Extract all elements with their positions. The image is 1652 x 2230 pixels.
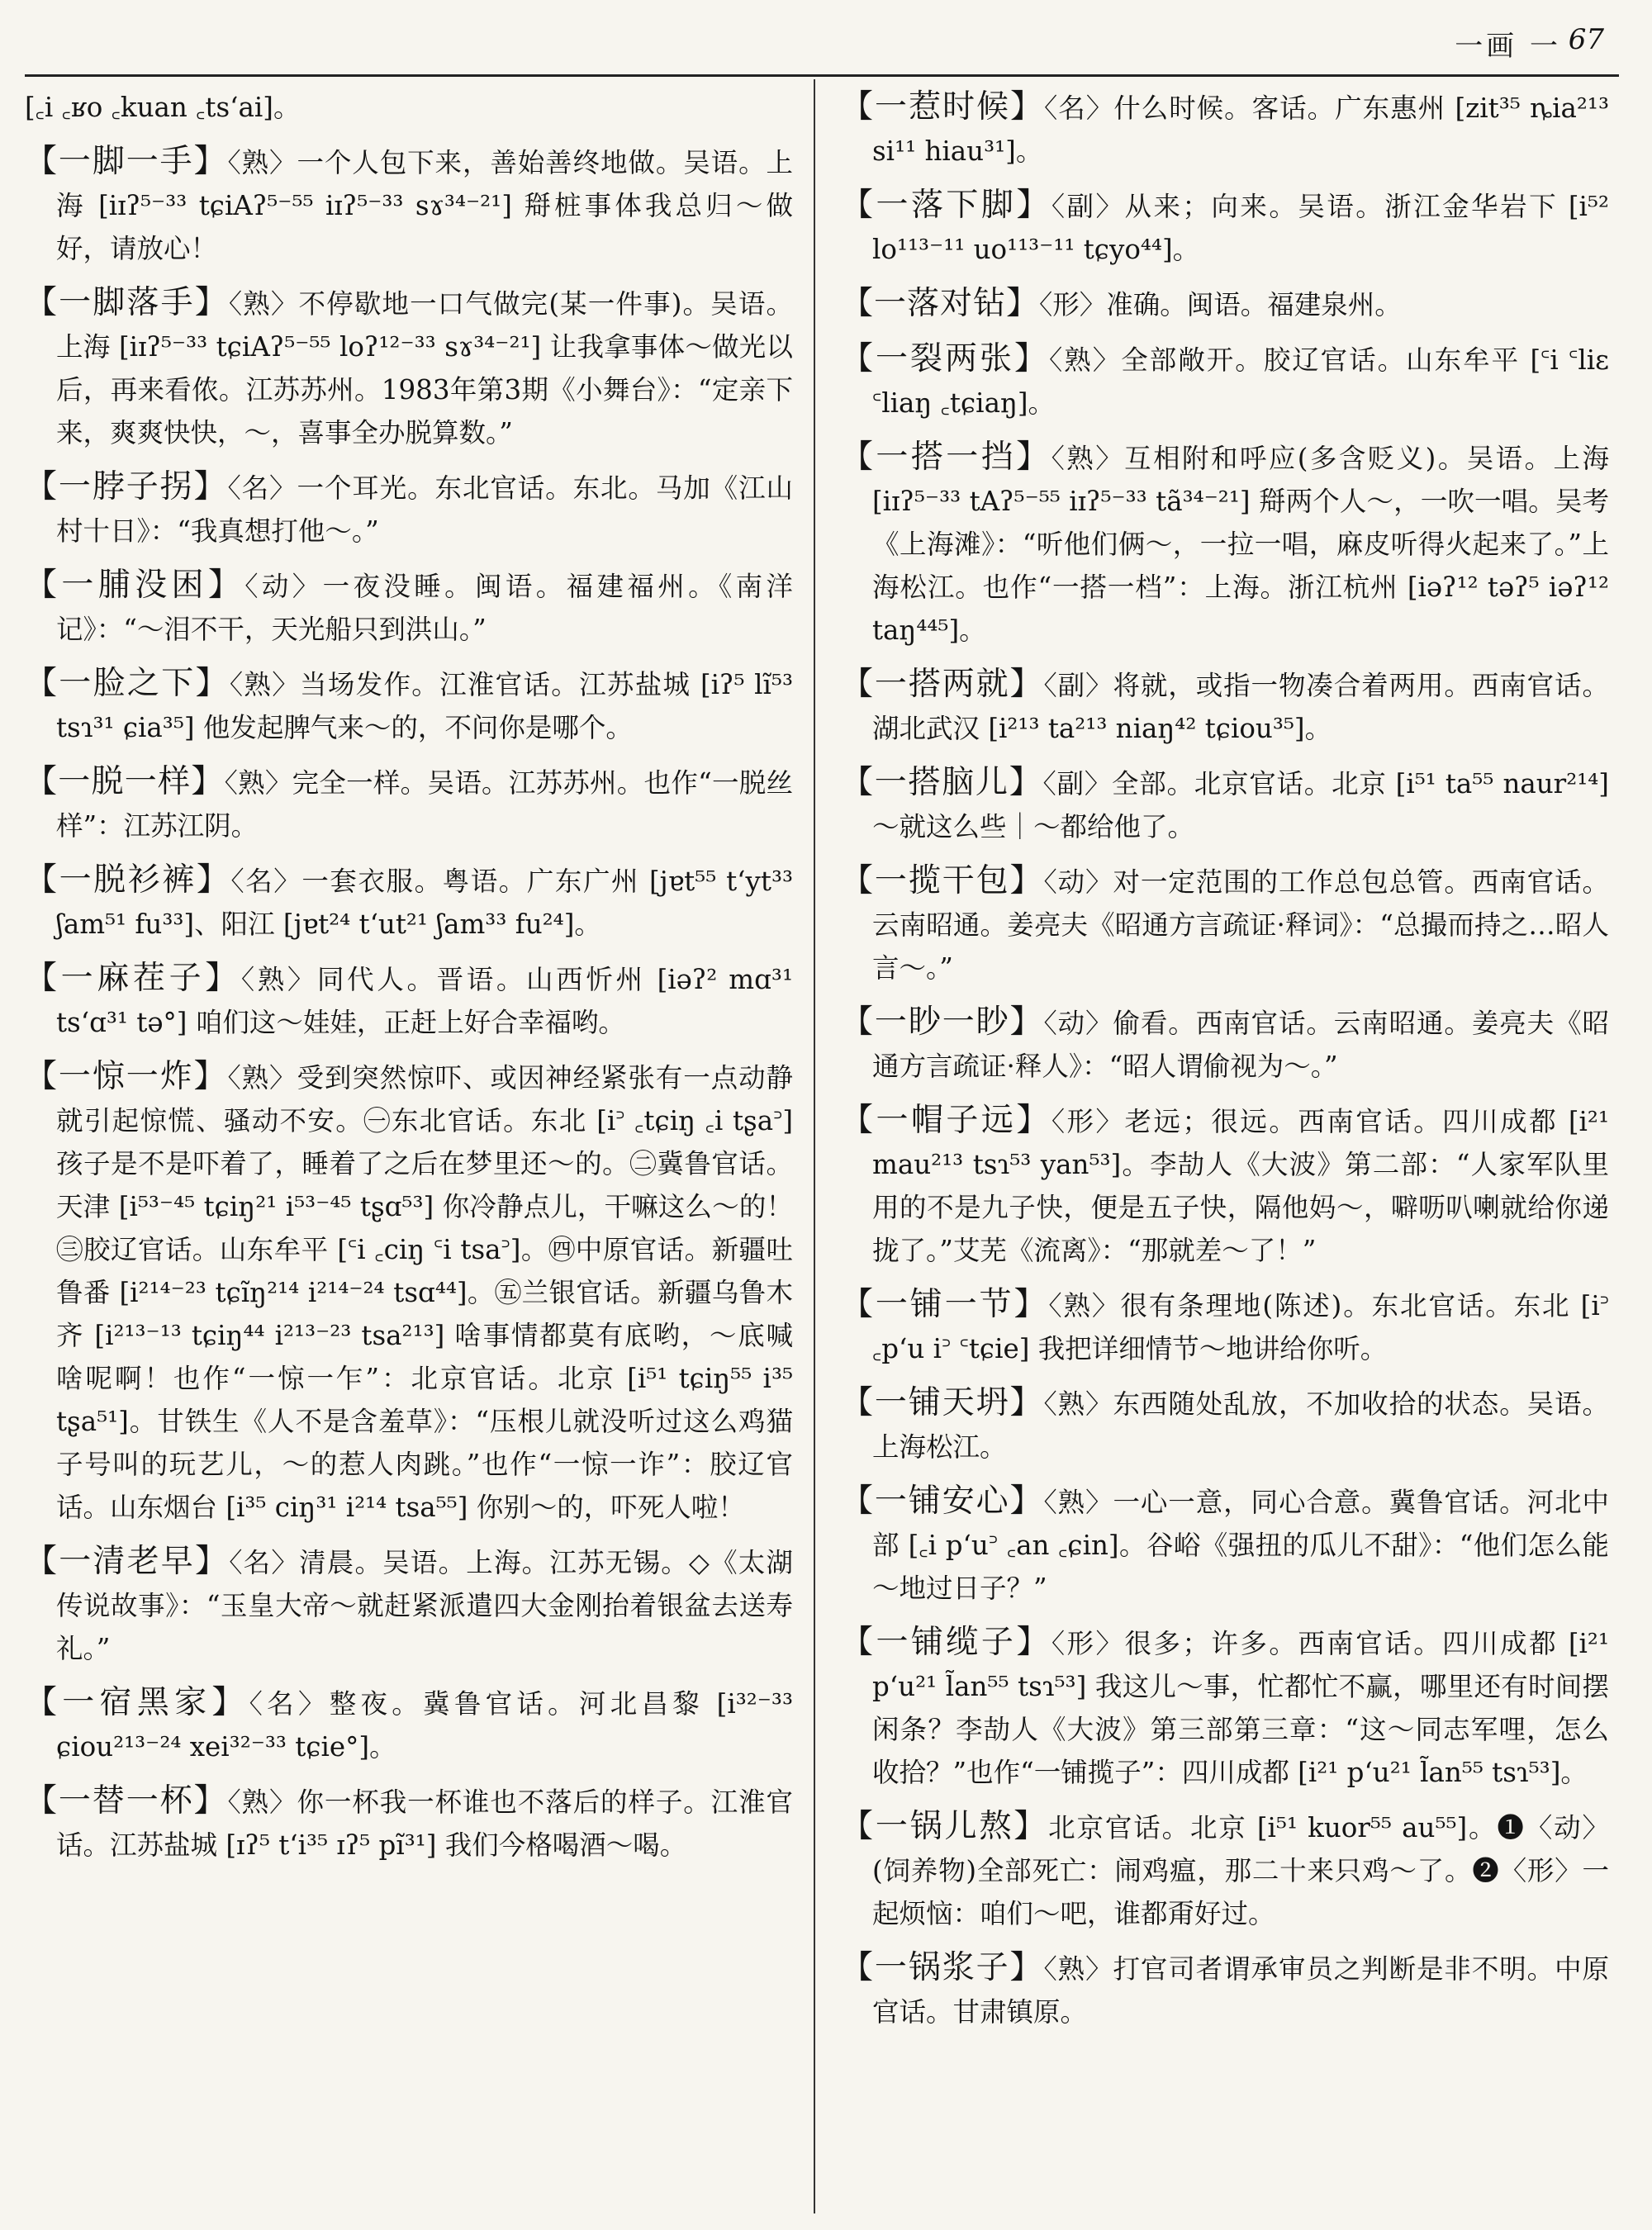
entry-headword: 【一麻茬子】: [25, 960, 241, 997]
entry-headword: 【一脯没困】: [25, 567, 245, 604]
entry-text: 〈动〉对一定范围的工作总包总管。西南官话。云南昭通。姜亮夫《昭通方言疏证·释词》：“总撮而持之…昭人言～。”: [872, 866, 1609, 984]
entry-continuation: [25, 86, 793, 129]
dictionary-entry: [25, 1780, 793, 1867]
entry-headword: 【一脱衫裤】: [25, 861, 231, 899]
entry-headword: 【一裂两张】: [841, 340, 1049, 377]
entry-headword: 【一锅浆子】: [841, 1949, 1044, 1986]
entry-text: 〈形〉准确。闽语。福建泉州。: [1039, 289, 1402, 320]
column-divider: [814, 79, 815, 2213]
entry-text: 〈形〉老远；很远。西南官话。四川成都 [i²¹ mau²¹³ tsɿ⁵³ yan⁵³]。李劼人《大波》第二部：“人家军队里用的不是九子快，便是五子快，隔他妈～，噼呖叭喇就给你递拢了。”艾芜《流离》：“那就差～了！”: [872, 1106, 1609, 1266]
entry-headword: 【一铺一节】: [841, 1286, 1049, 1323]
dictionary-entry: [841, 86, 1609, 173]
dictionary-entry: [25, 140, 793, 270]
dictionary-entry: [841, 1001, 1609, 1088]
right-column: [841, 86, 1609, 2215]
entry-text: 〈副〉从来；向来。吴语。浙江金华岩下 [i⁵² lo¹¹³⁻¹¹ uo¹¹³⁻¹¹ tɕyo⁴⁴]。: [872, 191, 1609, 265]
entry-text: 〈熟〉同代人。晋语。山西忻州 [iəʔ² mɑ³¹ ts‘ɑ³¹ tə°] 咱们这～娃娃，正赶上好合幸福哟。: [56, 964, 793, 1038]
dictionary-entry: [841, 282, 1609, 326]
entry-text: 〈动〉偷看。西南官话。云南昭通。姜亮夫《昭通方言疏证·释人》：“昭人谓偷视为～。”: [872, 1008, 1609, 1082]
entry-headword: 【一替一杯】: [25, 1782, 228, 1820]
entry-headword: 【一揽干包】: [841, 862, 1044, 899]
dictionary-entry: [25, 1056, 793, 1529]
dictionary-entry: [841, 1805, 1609, 1935]
entry-headword: 【一惊一炸】: [25, 1058, 228, 1095]
entry-text: 〈熟〉完全一样。吴语。江苏苏州。也作“一脱丝样”：江苏江阴。: [56, 767, 793, 842]
dictionary-entry: [841, 860, 1609, 989]
dictionary-entry: [25, 761, 793, 847]
page-number: 67: [1568, 23, 1604, 56]
entry-headword: 【一惹时候】: [841, 88, 1044, 126]
header-rule: [25, 74, 1619, 77]
dictionary-entry: [841, 436, 1609, 652]
dictionary-entry: [25, 1682, 793, 1768]
entry-headword: 【一眇一眇】: [841, 1004, 1044, 1041]
dictionary-entry: [841, 1099, 1609, 1272]
dictionary-entry: [841, 1621, 1609, 1794]
dictionary-entry: [841, 663, 1609, 750]
dictionary-entry: [841, 1382, 1609, 1468]
dictionary-entry: [841, 1947, 1609, 2033]
entry-text: 〈熟〉东西随处乱放，不加收拾的状态。吴语。上海松江。: [872, 1388, 1609, 1463]
dictionary-entry: [25, 466, 793, 553]
entry-text: 北京官话。北京 [i⁵¹ kuor⁵⁵ au⁵⁵]。❶〈动〉(饲养物)全部死亡：闹鸡瘟，那二十来只鸡～了。❷〈形〉一起烦恼：咱们～吧，谁都甭好过。: [872, 1812, 1609, 1929]
entry-text: [꜀i ꜀ʁo ꜀kuan ꜀ts‘ai]。: [25, 92, 301, 123]
entry-text: 〈名〉整夜。冀鲁官话。河北昌黎 [i³²⁻³³ ɕiou²¹³⁻²⁴ xei³²⁻³³ tɕie°]。: [56, 1688, 793, 1763]
entry-text: 〈熟〉你一杯我一杯谁也不落后的样子。江淮官话。江苏盐城 [ɪʔ⁵ t‘i³⁵ ɪʔ⁵ pĩ³¹] 我们今格喝酒～喝。: [56, 1786, 793, 1861]
entry-text: 〈副〉将就，或指一物凑合着两用。西南官话。湖北武汉 [i²¹³ ta²¹³ niaŋ⁴² tɕiou³⁵]。: [872, 670, 1609, 744]
entry-headword: 【一帽子远】: [841, 1102, 1051, 1139]
entry-headword: 【一搭脑儿】: [841, 764, 1043, 801]
entry-headword: 【一铺天坍】: [841, 1384, 1044, 1421]
entry-headword: 【一搭两就】: [841, 666, 1044, 703]
entry-text: 〈熟〉互相附和呼应(多含贬义)。吴语。上海 [iɪʔ⁵⁻³³ tAʔ⁵⁻⁵⁵ iɪʔ⁵⁻³³ tã³⁴⁻²¹] 搿两个人～，一吹一唱。吴考《上海滩》：“听他们俩～，一拉一唱，麻皮听得火起来了。”上海松江。也作“一搭一档”：上海。浙江杭州 [iəʔ¹² təʔ⁵ iəʔ¹² taŋ⁴⁴⁵]。: [872, 443, 1609, 646]
entry-text: 〈副〉全部。北京官话。北京 [i⁵¹ ta⁵⁵ naur²¹⁴]～就这么些｜～都给他了。: [872, 768, 1609, 842]
dictionary-entry: [25, 1540, 793, 1670]
entry-text: 〈熟〉打官司者谓承审员之判断是非不明。中原官话。甘肃镇原。: [872, 1953, 1609, 2028]
entry-text: 〈名〉一个耳光。东北官话。东北。马加《江山村十日》：“我真想打他～。”: [56, 472, 793, 547]
dictionary-entry: [25, 859, 793, 946]
entry-text: 〈名〉清晨。吴语。上海。江苏无锡。◇《太湖传说故事》：“玉皇大帝～就赶紧派遣四大金刚抬着银盆去送寿礼。”: [56, 1547, 793, 1664]
entry-headword: 【一落下脚】: [841, 187, 1051, 224]
entry-headword: 【一脖子拐】: [25, 468, 228, 505]
entry-headword: 【一锅儿熬】: [841, 1808, 1049, 1845]
entry-headword: 【一脸之下】: [25, 665, 230, 702]
entry-text: 〈名〉一套衣服。粤语。广东广州 [jɐt⁵⁵ t‘yt³³ ʃam⁵¹ fu³³]、阳江 [jɐt²⁴ t‘ut²¹ ʃam³³ fu²⁴]。: [56, 866, 793, 940]
entry-text: 〈熟〉很有条理地(陈述)。东北官话。东北 [i꜄ ꜀p‘u i꜄ ꜂tɕie] 我把详细情节～地讲给你听。: [872, 1290, 1609, 1364]
entry-headword: 【一铺缆子】: [841, 1624, 1051, 1661]
entry-text: 〈动〉一夜没睡。闽语。福建福州。《南洋记》：“～泪不干，天光船只到洪山。”: [56, 571, 793, 645]
dictionary-entry: [841, 184, 1609, 271]
dictionary-entry: [841, 1283, 1609, 1370]
dictionary-entry: [841, 1480, 1609, 1610]
entry-text: 〈熟〉当场发作。江淮官话。江苏盐城 [iʔ⁵ lĩ⁵³ tsɿ³¹ ɕia³⁵] 他发起脾气来～的，不问你是哪个。: [56, 669, 793, 743]
entry-headword: 【一搭一挡】: [841, 439, 1051, 476]
entry-headword: 【一铺安心】: [841, 1483, 1044, 1520]
entry-text: 〈名〉什么时候。客话。广东惠州 [zit³⁵ ȵia²¹³ si¹¹ hiau³¹]。: [872, 93, 1609, 167]
dictionary-entry: [25, 662, 793, 749]
dictionary-entry: [25, 564, 793, 651]
entry-headword: 【一脚落手】: [25, 284, 229, 321]
entry-headword: 【一宿黑家】: [25, 1684, 249, 1721]
entry-headword: 【一脚一手】: [25, 143, 228, 180]
entry-text: 〈熟〉一个人包下来，善始善终地做。吴语。上海 [iɪʔ⁵⁻³³ tɕiAʔ⁵⁻⁵⁵ iɪʔ⁵⁻³³ sɤ³⁴⁻²¹] 搿桩事体我总归～做好，请放心！: [56, 147, 793, 264]
entry-text: 〈熟〉一心一意，同心合意。冀鲁官话。河北中部 [꜀i p‘u꜄ ꜀an ꜀ɕin]。谷峪《强扭的瓜儿不甜》：“他们怎么能～地过日子？”: [872, 1487, 1609, 1604]
page-header: [0, 0, 1652, 79]
dictionary-entry: [25, 282, 793, 454]
left-column: [25, 86, 793, 2215]
entry-text: 〈熟〉全部敞开。胶辽官话。山东牟平 [꜂i ꜂liɛ ꜂liaŋ ꜀tɕiaŋ]。: [872, 344, 1609, 419]
entry-headword: 【一落对钻】: [841, 285, 1040, 322]
entry-text: 〈熟〉受到突然惊吓、或因神经紧张有一点动静就引起惊慌、骚动不安。㊀东北官话。东北 [i꜄ ꜀tɕiŋ ꜀i tʂa꜄] 孩子是不是吓着了，睡着了之后在梦里还～的。㊁冀鲁官话。天津 [i⁵³⁻⁴⁵ tɕiŋ²¹ i⁵³⁻⁴⁵ tʂɑ⁵³] 你冷静点儿，干嘛这么～的！㊂胶辽官话。山东牟平 [꜂i ꜀ciŋ ꜂i tsa꜄]。㊃中原官话。新疆吐鲁番 [i²¹⁴⁻²³ tɕĩŋ²¹⁴ i²¹⁴⁻²⁴ tsɑ⁴⁴]。㊄兰银官话。新疆乌鲁木齐 [i²¹³⁻¹³ tɕiŋ⁴⁴ i²¹³⁻²³ tsa²¹³] 啥事情都莫有底哟，～底喊啥呢啊！也作“一惊一乍”：北京官话。北京 [i⁵¹ tɕiŋ⁵⁵ i³⁵ tʂa⁵¹]。甘铁生《人不是含羞草》：“压根儿就没听过这么鸡猫子号叫的玩艺儿，～的惹人肉跳。”也作“一惊一诈”：胶辽官话。山东烟台 [i³⁵ ciŋ³¹ i²¹⁴ tsa⁵⁵] 你别～的，吓死人啦！: [56, 1062, 793, 1523]
dictionary-entry: [841, 762, 1609, 848]
dictionary-entry: [841, 338, 1609, 425]
entry-text: 〈形〉很多；许多。西南官话。四川成都 [i²¹ p‘u²¹ l̃an⁵⁵ tsɿ⁵³] 我这儿～事，忙都忙不赢，哪里还有时间摆闲条？李劼人《大波》第三部第三章：“这～同志军哩，怎么收拾？”也作“一铺揽子”：四川成都 [i²¹ p‘u²¹ l̃an⁵⁵ tsɿ⁵³]。: [872, 1628, 1609, 1788]
entry-headword: 【一脱一样】: [25, 763, 225, 800]
entry-text: 〈熟〉不停歇地一口气做完(某一件事)。吴语。上海 [iɪʔ⁵⁻³³ tɕiAʔ⁵⁻⁵⁵ loʔ¹²⁻³³ sɤ³⁴⁻²¹] 让我拿事体～做光以后，再来看侬。江苏苏州。1983年第3期《小舞台》：“定亲下来，爽爽快快，～，喜事全办脱算数。”: [56, 288, 793, 448]
running-title: 一画 一: [1455, 30, 1561, 63]
entry-headword: 【一清老早】: [25, 1543, 230, 1580]
dictionary-entry: [25, 957, 793, 1044]
